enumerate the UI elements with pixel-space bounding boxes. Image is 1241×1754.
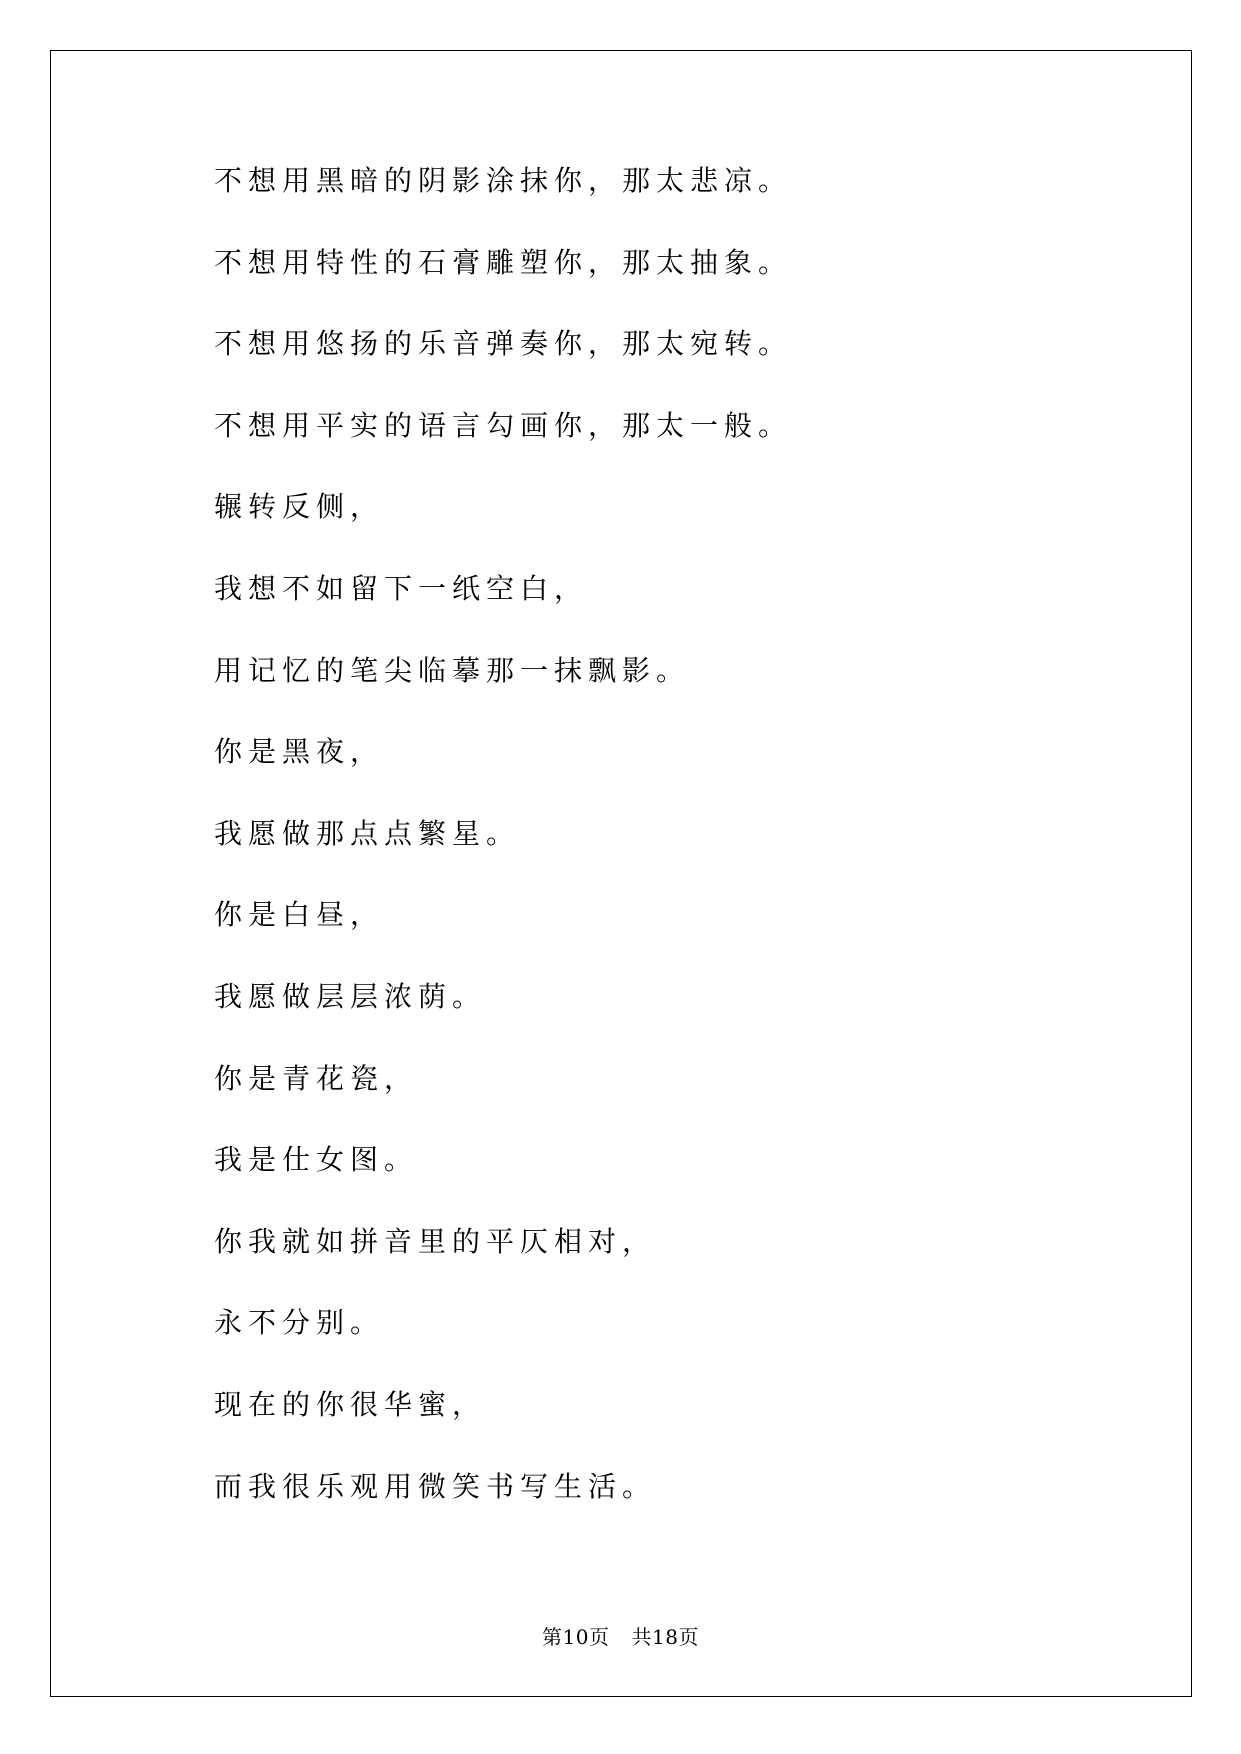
text-line: 我愿做那点点繁星。 (214, 816, 521, 850)
text-line: 现在的你很华蜜， (214, 1387, 487, 1421)
text-line: 你是黑夜， (214, 735, 385, 769)
text-line: 用记忆的笔尖临摹那一抹飘影。 (214, 653, 691, 687)
text-line: 我是仕女图。 (214, 1143, 419, 1177)
text-line: 永不分别。 (214, 1306, 385, 1340)
text-line: 我想不如留下一纸空白， (214, 571, 589, 605)
text-line: 不想用悠扬的乐音弹奏你，那太宛转。 (214, 327, 793, 361)
text-line: 我愿做层层浓荫。 (214, 979, 487, 1013)
text-line: 不想用平实的语言勾画你，那太一般。 (214, 408, 793, 442)
current-page-number: 第10页 (542, 1625, 610, 1649)
text-line: 辗转反侧， (214, 490, 385, 524)
text-line: 你是青花瓷， (214, 1061, 419, 1095)
total-page-count: 共18页 (631, 1625, 699, 1649)
page-footer (0, 1621, 1241, 1650)
text-line: 不想用特性的石膏雕塑你，那太抽象。 (214, 245, 793, 279)
document-body (214, 166, 792, 1553)
text-line: 你我就如拼音里的平仄相对， (214, 1224, 657, 1258)
text-line: 而我很乐观用微笑书写生活。 (214, 1469, 657, 1503)
text-line: 不想用黑暗的阴影涂抹你，那太悲凉。 (214, 164, 793, 197)
text-line: 你是白昼， (214, 898, 385, 932)
